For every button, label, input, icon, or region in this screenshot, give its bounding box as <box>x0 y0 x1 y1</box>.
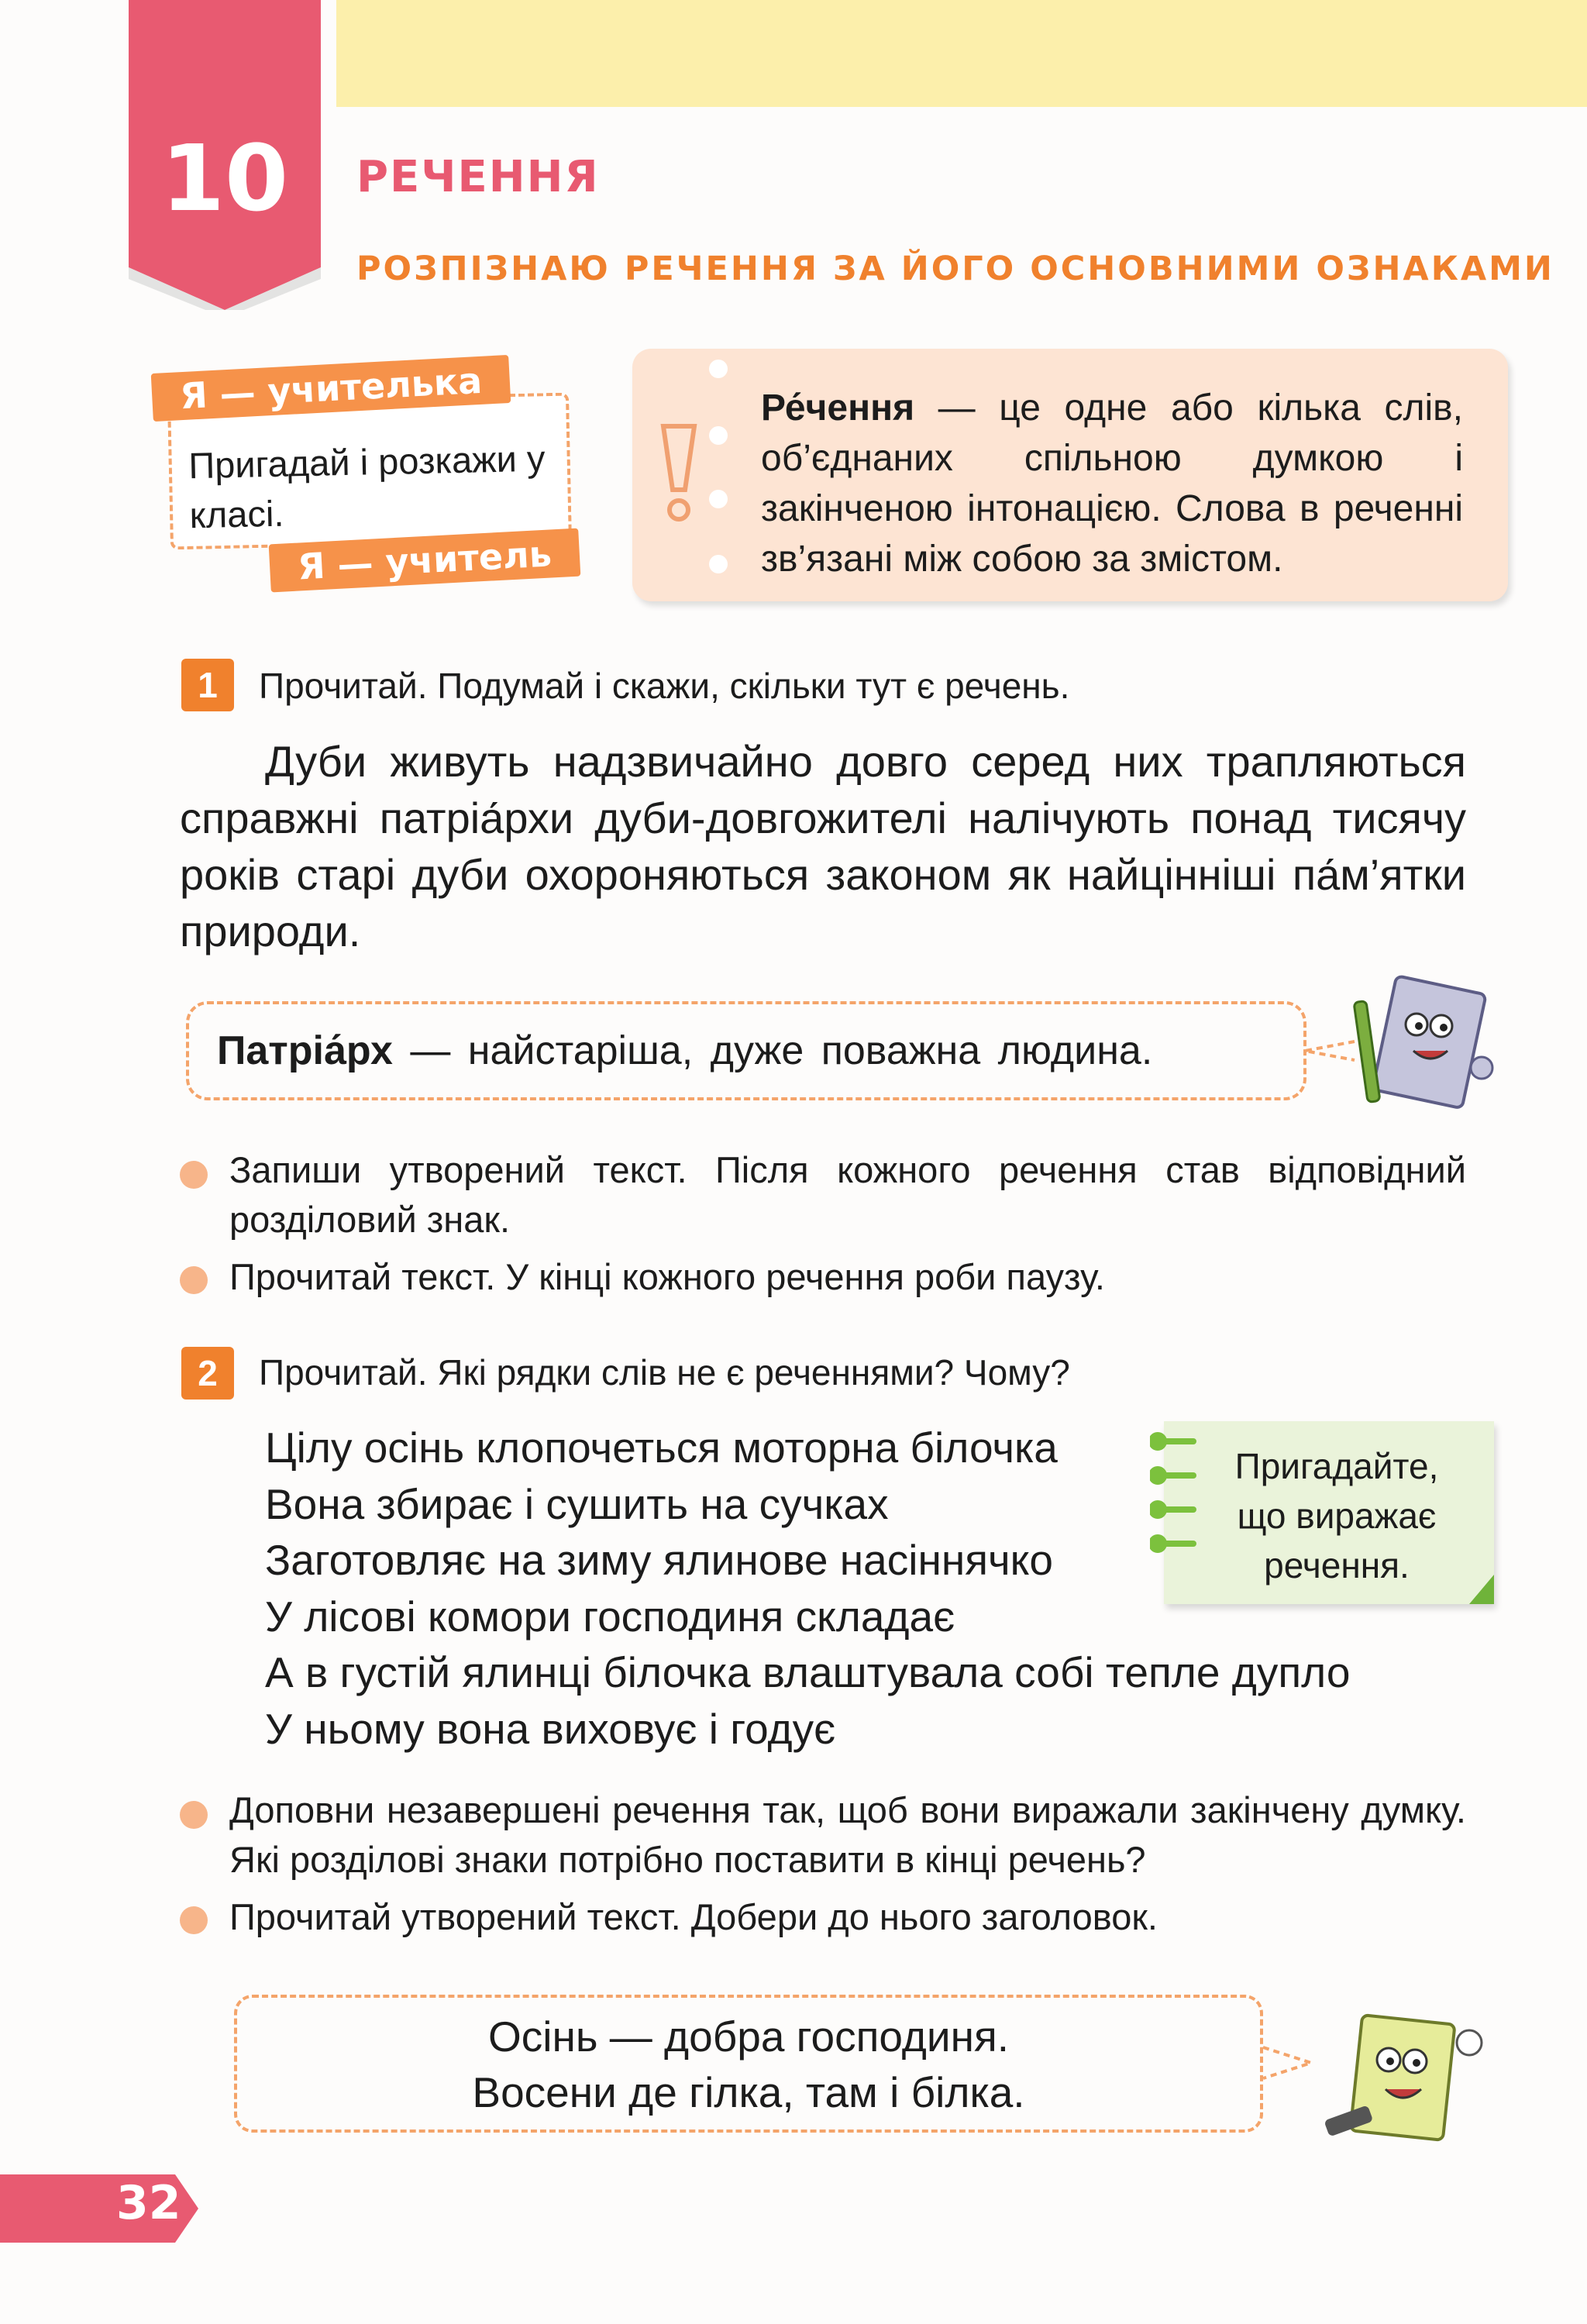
notebook-mascot-icon <box>1345 970 1500 1110</box>
hint-text <box>1186 1441 1488 1590</box>
definition-term: Патріа́рх <box>217 1028 393 1073</box>
task1-bullet-2: Прочитай текст. У кінці кожного речення роби паузу. <box>229 1256 1105 1297</box>
definition-meaning: — найстаріша, дуже поважна людина. <box>392 1028 1153 1073</box>
task1-paragraph: Дуби живуть надзвичайно довго серед них трапляються справжні патріа́рхи дуби-довгожителі налічують понад тисячу років старі дуби охороняються законом як найцінніші па́м’ятки природи. <box>180 737 1466 955</box>
task1-bullet-1: Запиши утворений текст. Після кожного речення став відповідний розділовий знак. <box>229 1149 1466 1240</box>
rule-definition: — це одне або кілька слів, об’єднаних спільною думкою і закінченою інтонацією. Слова в реченні зв’язані між собою за змістом. <box>761 387 1463 580</box>
task-number-1: 1 <box>181 659 234 711</box>
book-mascot-icon <box>1310 2004 1496 2159</box>
pointer-arrow-icon <box>1260 2040 1314 2086</box>
rule-text <box>761 383 1463 584</box>
task1-text <box>180 733 1466 959</box>
bullet-dot <box>180 1161 208 1189</box>
header-band <box>336 0 1587 107</box>
proverb-line: Осінь — добра господиня. <box>487 2012 1010 2061</box>
poem-line: У ньому вона виховує і годує <box>265 1704 836 1753</box>
task-number-2: 2 <box>181 1347 234 1400</box>
definition-text <box>217 1028 1152 1074</box>
teacher-tag-female: Я — учителька <box>151 355 511 422</box>
ring-binder-dots-icon <box>707 350 730 583</box>
hint-line: що виражає <box>1237 1496 1437 1536</box>
task1-instruction: Прочитай. Подумай і скажи, скільки тут є речень. <box>259 666 1070 706</box>
proverbs <box>234 2009 1263 2120</box>
lesson-number: 10 <box>160 125 289 232</box>
poem-line: У лісові комори господиня складає <box>265 1592 955 1641</box>
teacher-card-text: Пригадай і розкажи у класі. <box>188 437 546 536</box>
poem-line: Заготовляє на зиму ялинове насіннячко <box>265 1536 1053 1584</box>
task2-bullet-2: Прочитай утворений текст. Добери до нього заголовок. <box>229 1896 1158 1937</box>
bullet-dot <box>180 1266 208 1294</box>
teacher-tag-male: Я — учитель <box>269 528 581 593</box>
lesson-subtitle: РОЗПІЗНАЮ РЕЧЕННЯ ЗА ЙОГО ОСНОВНИМИ ОЗНАКАМИ <box>356 250 1554 288</box>
poem-line: А в густій ялинці білочка влаштувала собі тепле дупло <box>265 1648 1351 1696</box>
bullet-dot <box>180 1906 208 1934</box>
hint-line: Пригадайте, <box>1234 1446 1439 1486</box>
rule-term: Ре́чення <box>761 387 915 429</box>
poem-line: Вона збирає і сушить на сучках <box>265 1479 889 1528</box>
page-number: 32 <box>116 2176 181 2230</box>
lesson-title: РЕЧЕННЯ <box>356 152 600 202</box>
bullet-dot <box>180 1801 208 1829</box>
poem-line: Цілу осінь клопочеться моторна білочка <box>265 1424 1058 1472</box>
task2-bullet-1: Доповни незавершені речення так, щоб вони виражали закінчену думку. Які розділові знаки потрібно поставити в кінці речень? <box>229 1789 1466 1880</box>
proverb-line: Восени де гілка, там і білка. <box>472 2068 1025 2116</box>
exclamation-icon <box>656 418 702 527</box>
hint-line: речення. <box>1264 1545 1410 1585</box>
task2-instruction: Прочитай. Які рядки слів не є реченнями? Чому? <box>259 1352 1070 1393</box>
